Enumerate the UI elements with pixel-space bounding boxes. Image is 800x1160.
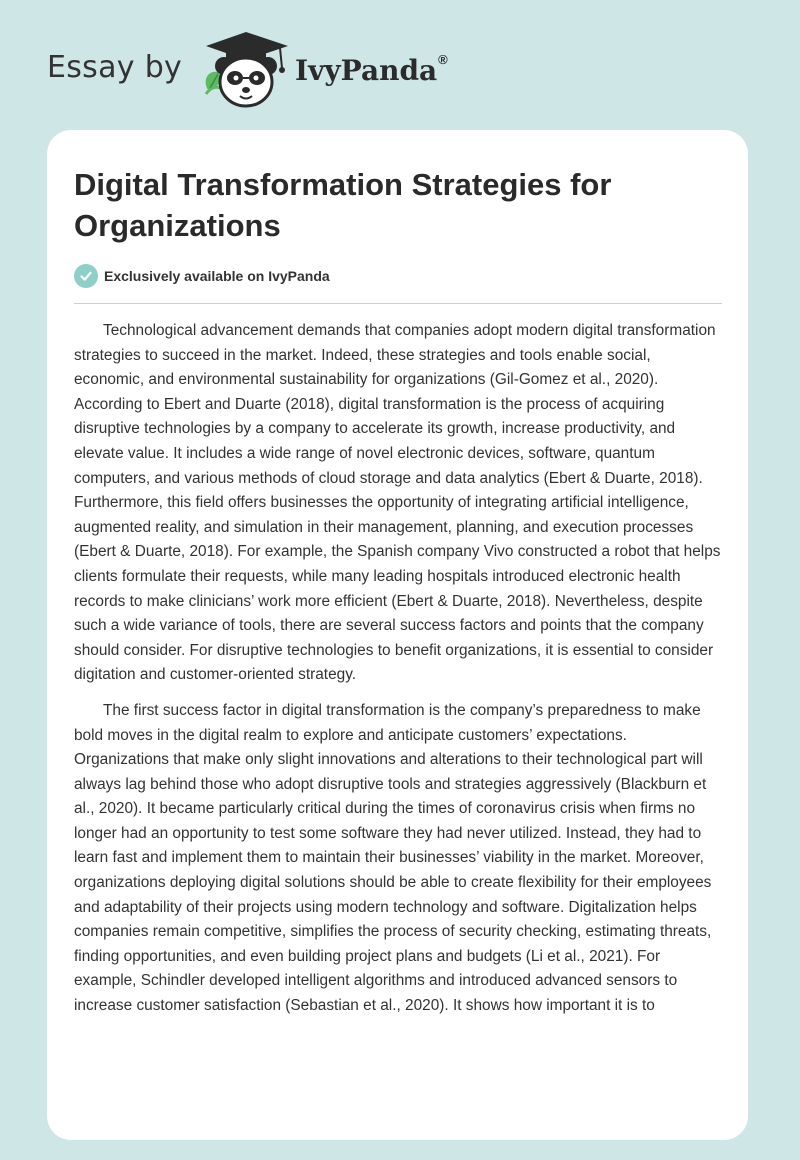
paragraph: The first success factor in digital transformation is the company’s preparedness to make bold moves in the digital realm to explore and anticipate customers’ expectations. Organizations that make only slight innovations and alterations to their technological part will always lag behind those who adopt disruptive tools and strategies aggressively (Blackburn et al., 2020). It became particularly critical during the times of coronavirus crisis when firms no longer had an opportunity to test some software they had never utilized. Instead, they had to learn fast and implement them to maintain their businesses’ viability in the market. Moreover, organizations deploying digital solutions should be able to create flexibility for their employees and adaptability of their projects using modern technology and software. Digitalization helps companies remain competitive, simplifies the process of security checking, estimating threats, finding opportunities, and even building project plans and budgets (Li et al., 2021). For example, Schindler developed intelligent algorithms and introduced advanced sensors to increase customer satisfaction (Sebastian et al., 2020). It shows how important it is to	[74, 701, 712, 1015]
essay-card	[47, 130, 748, 1140]
page-title: Digital Transformation Strategies for Organizations	[74, 167, 612, 243]
brand-text: IvyPanda	[295, 54, 438, 87]
exclusive-badge	[74, 263, 330, 289]
title-divider	[74, 303, 722, 304]
brand-name[interactable]	[295, 51, 448, 87]
paragraph: Technological advancement demands that companies adopt modern digital transformation strategies to succeed in the market. Indeed, these strategies and tools enable social, economic, and environmental sustainability for organizations (Gil-Gomez et al., 2020). According to Ebert and Duarte (2018), digital transformation is the process of acquiring disruptive technologies by a company to accelerate its growth, increase productivity, and elevate value. It includes a wide range of novel electronic devices, software, quantum computers, and various methods of cloud storage and data analytics (Ebert & Duarte, 2018). Furthermore, this field offers businesses the opportunity of integrating artificial intelligence, augmented reality, and simulation in their management, planning, and execution processes (Ebert & Duarte, 2018). For example, the Spanish company Vivo constructed a robot that helps clients formulate their requests, while many leading hospitals introduced electronic health records to make clinicians’ work more efficient (Ebert & Duarte, 2018). Nevertheless, despite such a wide variance of tools, there are several success factors and points that the company should consider. For disruptive technologies to benefit organizations, it is essential to consider digitation and customer-oriented strategy.	[74, 322, 721, 684]
panda-logo-icon[interactable]	[200, 28, 292, 112]
essay-body	[74, 319, 724, 1030]
exclusive-badge-label: Exclusively available on IvyPanda	[104, 268, 330, 284]
site-header	[47, 28, 547, 112]
registered-mark: ®	[438, 51, 448, 67]
check-icon	[74, 264, 98, 288]
essay-by-label: Essay by	[47, 50, 183, 85]
